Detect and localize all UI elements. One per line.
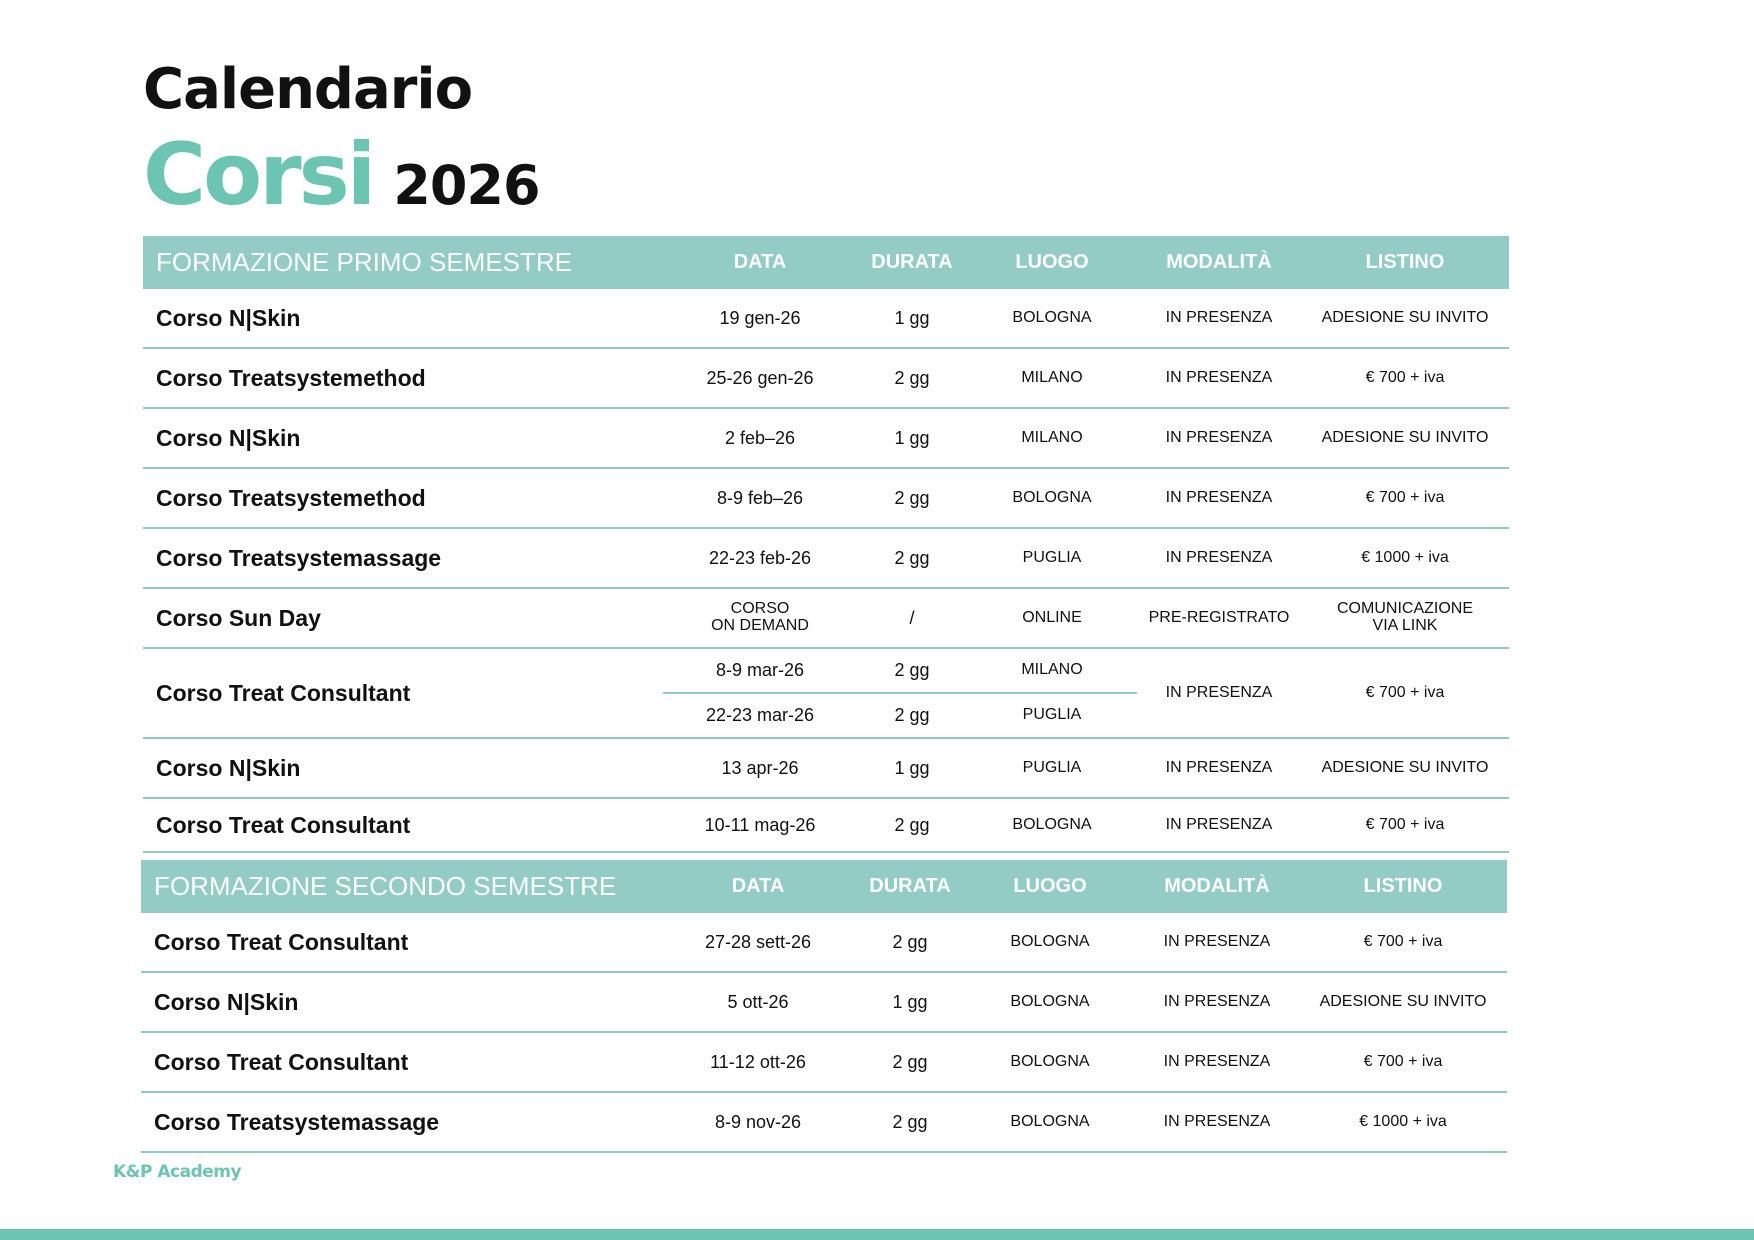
course-location: PUGLIA — [1022, 548, 1082, 566]
course-location: BOLOGNA — [1010, 932, 1090, 950]
course-mode: IN PRESENZA — [1165, 308, 1273, 326]
course-duration: 2 gg — [894, 547, 930, 568]
course-date: 11-12 ott-26 — [710, 1051, 806, 1072]
bottom-accent-bar — [0, 1229, 1754, 1240]
course-duration: 2 gg — [892, 1111, 928, 1132]
course-duration: 2 gg — [894, 705, 930, 726]
col-header-durata: DURATA — [871, 251, 953, 273]
course-location: MILANO — [1021, 661, 1083, 679]
course-name: Corso N|Skin — [156, 304, 301, 331]
course-location: BOLOGNA — [1012, 815, 1092, 833]
course-date: 8-9 nov-26 — [714, 1111, 802, 1132]
table-row — [143, 289, 1509, 349]
title-calendario: Calendario — [143, 57, 473, 122]
course-price: € 700 + iva — [1365, 368, 1445, 386]
course-duration: 2 gg — [894, 367, 930, 388]
course-name: Corso Sun Day — [156, 604, 321, 631]
table-row — [141, 1093, 1507, 1153]
course-mode: IN PRESENZA — [1165, 368, 1273, 386]
course-name: Corso Treatsystemethod — [156, 484, 426, 511]
col-header-listino: LISTINO — [1363, 875, 1443, 897]
table-row — [141, 913, 1507, 973]
course-location: MILANO — [1021, 368, 1083, 386]
course-mode: IN PRESENZA — [1163, 1112, 1271, 1130]
course-date: 13 apr-26 — [721, 757, 799, 778]
course-date: 22-23 mar-26 — [705, 705, 815, 726]
course-mode: IN PRESENZA — [1165, 548, 1273, 566]
col-header-listino: LISTINO — [1365, 251, 1445, 273]
table-row — [141, 1033, 1507, 1093]
course-location: BOLOGNA — [1012, 488, 1092, 506]
course-name: Corso Treat Consultant — [154, 1048, 409, 1075]
session-row — [663, 694, 1137, 737]
table-row — [141, 973, 1507, 1033]
course-duration: 1 gg — [894, 307, 930, 328]
course-duration: 2 gg — [894, 660, 930, 681]
table-row — [143, 589, 1509, 649]
table-row-multi-session — [143, 649, 1509, 739]
course-name: Corso N|Skin — [154, 988, 299, 1015]
course-location: BOLOGNA — [1010, 992, 1090, 1010]
col-header-data: DATA — [731, 875, 785, 897]
table-row — [143, 469, 1509, 529]
course-price: € 700 + iva — [1365, 815, 1445, 833]
course-price: ADESIONE SU INVITO — [1321, 758, 1489, 776]
course-location: PUGLIA — [1022, 706, 1082, 724]
course-date: 2 feb–26 — [724, 427, 796, 448]
course-price: € 700 + iva — [1365, 683, 1445, 701]
course-price: ADESIONE SU INVITO — [1321, 308, 1489, 326]
course-date: 8-9 feb–26 — [716, 487, 804, 508]
course-price: € 1000 + iva — [1361, 548, 1449, 566]
course-date: 5 ott-26 — [727, 991, 789, 1012]
table-row — [143, 529, 1509, 589]
session-row — [663, 649, 1137, 694]
course-price: € 700 + iva — [1363, 932, 1443, 950]
course-date: 8-9 mar-26 — [715, 660, 805, 681]
course-price: ADESIONE SU INVITO — [1319, 992, 1487, 1010]
course-name: Corso Treat Consultant — [154, 928, 409, 955]
course-price: COMUNICAZIONE VIA LINK — [1337, 600, 1473, 634]
course-location: ONLINE — [1022, 608, 1082, 626]
course-price: € 700 + iva — [1363, 1052, 1443, 1070]
course-name: Corso Treatsystemassage — [154, 1108, 440, 1135]
course-date: 27-28 sett-26 — [704, 931, 812, 952]
title-year: 2026 — [393, 154, 540, 217]
col-header-luogo: LUOGO — [1013, 875, 1087, 897]
table-row — [143, 799, 1509, 853]
section-header — [143, 236, 1509, 289]
course-location: PUGLIA — [1022, 758, 1082, 776]
course-name: Corso N|Skin — [156, 754, 301, 781]
table-row — [143, 409, 1509, 469]
course-mode: IN PRESENZA — [1165, 758, 1273, 776]
course-name: Corso N|Skin — [156, 424, 301, 451]
course-mode: PRE-REGISTRATO — [1148, 608, 1290, 626]
course-mode: IN PRESENZA — [1163, 992, 1271, 1010]
course-name: Corso Treatsystemethod — [156, 364, 426, 391]
section-secondo-semestre — [141, 860, 1507, 1153]
course-date: 19 gen-26 — [719, 307, 801, 328]
course-name: Corso Treat Consultant — [156, 679, 411, 706]
course-duration: 1 gg — [894, 427, 930, 448]
course-sessions — [663, 649, 1137, 737]
course-price: ADESIONE SU INVITO — [1321, 428, 1489, 446]
table-row — [143, 739, 1509, 799]
course-mode: IN PRESENZA — [1165, 428, 1273, 446]
course-price: € 1000 + iva — [1359, 1112, 1447, 1130]
course-date: 25-26 gen-26 — [706, 367, 814, 388]
col-header-modalita: MODALITÀ — [1164, 875, 1270, 897]
col-header-durata: DURATA — [869, 875, 951, 897]
course-duration: 2 gg — [894, 487, 930, 508]
course-price: € 700 + iva — [1365, 488, 1445, 506]
course-duration: 2 gg — [892, 931, 928, 952]
course-duration: 1 gg — [894, 757, 930, 778]
course-mode: IN PRESENZA — [1163, 932, 1271, 950]
course-date: 10-11 mag-26 — [704, 814, 816, 835]
title-row — [143, 125, 540, 225]
title-block — [143, 57, 540, 225]
course-duration: 2 gg — [894, 814, 930, 835]
course-date: 22-23 feb-26 — [708, 547, 812, 568]
col-header-modalita: MODALITÀ — [1166, 251, 1272, 273]
section-title: FORMAZIONE PRIMO SEMESTRE — [156, 247, 573, 277]
course-duration: 2 gg — [892, 1051, 928, 1072]
section-primo-semestre — [143, 236, 1509, 853]
course-mode: IN PRESENZA — [1163, 1052, 1271, 1070]
course-mode: IN PRESENZA — [1165, 815, 1273, 833]
course-location: BOLOGNA — [1010, 1112, 1090, 1130]
title-corsi: Corsi — [143, 125, 374, 225]
course-date: CORSO ON DEMAND — [711, 600, 809, 634]
course-location: MILANO — [1021, 428, 1083, 446]
course-duration: / — [909, 607, 915, 628]
course-duration: 1 gg — [892, 991, 928, 1012]
brand-logo-text: K&P Academy — [113, 1162, 242, 1182]
course-location: BOLOGNA — [1010, 1052, 1090, 1070]
course-name: Corso Treat Consultant — [156, 811, 411, 838]
section-header — [141, 860, 1507, 913]
course-location: BOLOGNA — [1012, 308, 1092, 326]
section-title: FORMAZIONE SECONDO SEMESTRE — [154, 871, 617, 901]
course-mode: IN PRESENZA — [1165, 683, 1273, 701]
table-row — [143, 349, 1509, 409]
col-header-luogo: LUOGO — [1015, 251, 1089, 273]
col-header-data: DATA — [733, 251, 787, 273]
course-mode: IN PRESENZA — [1165, 488, 1273, 506]
course-name: Corso Treatsystemassage — [156, 544, 442, 571]
